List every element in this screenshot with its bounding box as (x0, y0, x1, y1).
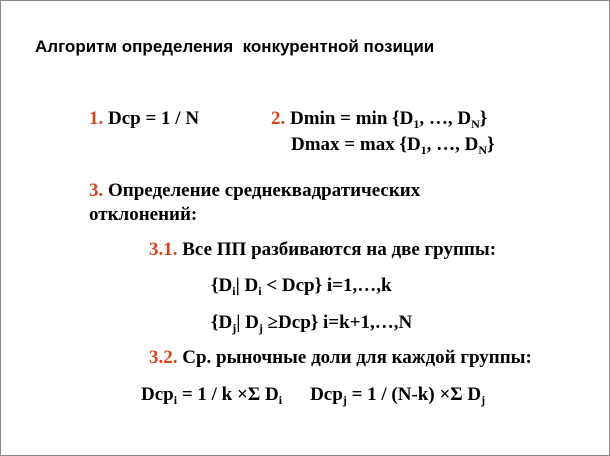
formula-i-body: = 1 / k ×Σ D (177, 384, 279, 405)
formula-i-subscript: i (173, 393, 178, 407)
dmax-subscript-1: 1 (420, 143, 427, 157)
formula-j-body: = 1 / (N-k) ×Σ D (346, 384, 482, 405)
set-2-subscript-b: j (258, 321, 263, 335)
dmin-formula-start: Dmin = min {D (290, 108, 414, 129)
dmin-subscript-1: 1 (413, 117, 420, 131)
group-mean-formulas (141, 384, 486, 407)
set-2-middle: | D (236, 312, 259, 333)
dmax-formula-middle: , …, D (426, 134, 479, 155)
step-3-number: 3. (89, 180, 104, 201)
dmin-formula-middle: , …, D (419, 108, 472, 129)
step-2-number: 2. (271, 108, 286, 129)
dmax-subscript-n: N (478, 143, 488, 157)
group-set-1 (211, 275, 392, 298)
step-3-text: Определение среднеквадратических (108, 180, 421, 201)
group-set-2 (211, 312, 413, 335)
step-3-2 (149, 348, 532, 367)
set-1-end: < Dср} i=1,…,k (261, 275, 392, 296)
step-3-1-number: 3.1. (149, 239, 178, 260)
step-3-2-number: 3.2. (149, 347, 178, 368)
set-1-subscript-a: i (232, 284, 236, 298)
step-1-number: 1. (89, 108, 104, 129)
slide-title: Алгоритм определения конкурентной позиции (35, 37, 435, 56)
formula-j-subscript-2: j (481, 393, 486, 407)
formula-i-start: Dср (141, 384, 174, 405)
step-1-formula: Dср = 1 / N (108, 108, 200, 129)
dmax-formula-start: Dmax = max {D (291, 134, 421, 155)
formula-j-subscript: j (342, 393, 347, 407)
step-2-dmax (291, 134, 495, 157)
set-2-end: ≥Dср} i=k+1,…,N (262, 312, 413, 333)
dmin-formula-end: } (479, 108, 488, 129)
step-3-2-text: Ср. рыночные доли для каждой группы: (182, 347, 532, 368)
set-1-start: {D (211, 275, 233, 296)
step-3-1 (149, 240, 496, 259)
set-2-subscript-a: j (232, 321, 237, 335)
step-3-1-text: Все ПП разбиваются на две группы: (182, 239, 497, 260)
step-3-line-1 (89, 181, 420, 200)
step-2-dmin (271, 108, 488, 131)
formula-j-start: Dср (310, 384, 343, 405)
step-3-line-2: отклонений: (89, 204, 198, 225)
dmin-subscript-n: N (471, 117, 480, 131)
set-2-start: {D (211, 312, 233, 333)
step-1 (89, 109, 199, 128)
dmax-formula-end: } (487, 134, 495, 155)
set-1-subscript-b: i (258, 284, 262, 298)
set-1-middle: | D (235, 275, 259, 296)
formula-i-subscript-2: i (278, 393, 283, 407)
